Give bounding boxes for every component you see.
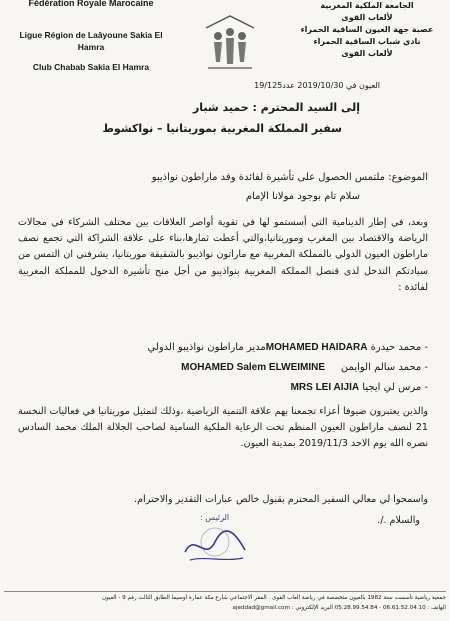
recipient-title: سفير المملكة المغربية بموريتانيا – نواكشوط (102, 122, 342, 135)
list-item: - محمد حيدرة MOHAMED HAIDARAمدير ماراطون نواذيبو الدولي (147, 342, 428, 353)
person-role: مدير ماراطون نواذيبو الدولي (147, 342, 266, 353)
letter-subject: الموضوع: ملتمس الحصول على تأشيرة لفائدة وفد ماراطون نواذيبو (151, 172, 428, 183)
person-name-latin: MOHAMED HAIDARA (265, 342, 368, 353)
federation-name-ar: الجامعة الملكية المغربية (320, 1, 414, 10)
list-item: - محمد سالم الوايمن MOHAMED Salem ELWEIMINE (181, 362, 428, 373)
letter-salutation: والسلام ./. (377, 515, 420, 526)
recipient-line: إلى السيد المحترم : حميد شبار (192, 101, 360, 114)
letter-greeting: سلام تام بوجود مولانا الإمام (245, 191, 360, 202)
letter-body-continued: والذين يعتبرون ضيوفا أعزاء تجمعنا بهم علاقة التنمية الرياضية ،وذلك لتمثيل موريتانيا في فعاليات النخسة 21 لنصف ماراطون العيون المنظم تحت الرعاية الملكية السامية لصاحب الجلالة الملك محمد السادس نصره الله يوم الاحد 2019/11/3 بمدينة العيون. (18, 406, 428, 449)
person-name-ar: محمد سالم الوايمن (340, 362, 422, 373)
header-french (6, 0, 176, 73)
club-name-ar: نادي شباب الساقية الحمراء (313, 37, 421, 46)
club-name-fr: Club Chabab Sakia El Hamra (32, 62, 150, 72)
delegation-list (18, 338, 428, 398)
footer-contact: الهاتف : 06.61.52.04.10 - 05.28.99.54.84 البريد الإلكتروني : ajeddad@gmail.com (232, 605, 446, 611)
club-sub-ar: لألعاب القوى (341, 49, 393, 58)
person-name-latin: MRS LEI AIJIA (290, 382, 360, 393)
league-name-ar: عصبة جهة العيون الساقية الحمراء (300, 25, 434, 34)
letter-closing: واسمحوا لي معالي السفير المحترم بقبول خالص عبارات التقدير والاحترام. (134, 494, 428, 505)
league-name-fr: Ligue Région de Laâyoune Sakia El Hamra (19, 30, 163, 52)
footer-address: جمعية رياضية تأسست سنة 1982 بالعيون متخصصة في رياضة ألعاب القوى . المقر الاجتماعي شارع مكة عمارة أوسيما الطابق الثالث رقم 9 - العيون (101, 595, 446, 601)
person-name-ar: مرس لي ايجيا (362, 382, 422, 393)
footer-divider (4, 591, 446, 592)
header-arabic (292, 0, 442, 60)
reference-date: العيون في 2019/10/30 عدد19/125 (254, 81, 380, 90)
person-name-ar: محمد حيدرة (370, 342, 422, 353)
club-logo-icon (198, 6, 262, 76)
letter-body: وبعد، في إطار الدينامية التي أسستمو لها في تقوية أواصر العلاقات بين مختلف الشركاء في مجالات الرياضة والاقتصاد بين المغرب وموريتانيا،والتي أعطت ثمارها،بناء على علاقة الشراكة التي تجمع نصف ماراطون العيون الدولي بالمملكة المغربية مع ماراتون نواذيبو بالشقيقة موريتانيا، يشرفني ان التمس من سيادتكم التدخل لدى قنصل المملكة المغربية بنواذيبو من أجل منح تأشيرة الدخول للمملكة المغربية لفائدة : (18, 217, 428, 293)
federation-name-fr: Fédération Royale Marocaine (28, 0, 154, 8)
federation-sub-ar: لألعاب القوى (341, 13, 393, 22)
list-item: - مرس لي ايجيا MRS LEI AIJIA (290, 382, 428, 393)
signature-icon (175, 512, 255, 572)
president-label: الرئيس : (200, 513, 230, 522)
person-name-latin: MOHAMED Salem ELWEIMINE (181, 362, 326, 373)
